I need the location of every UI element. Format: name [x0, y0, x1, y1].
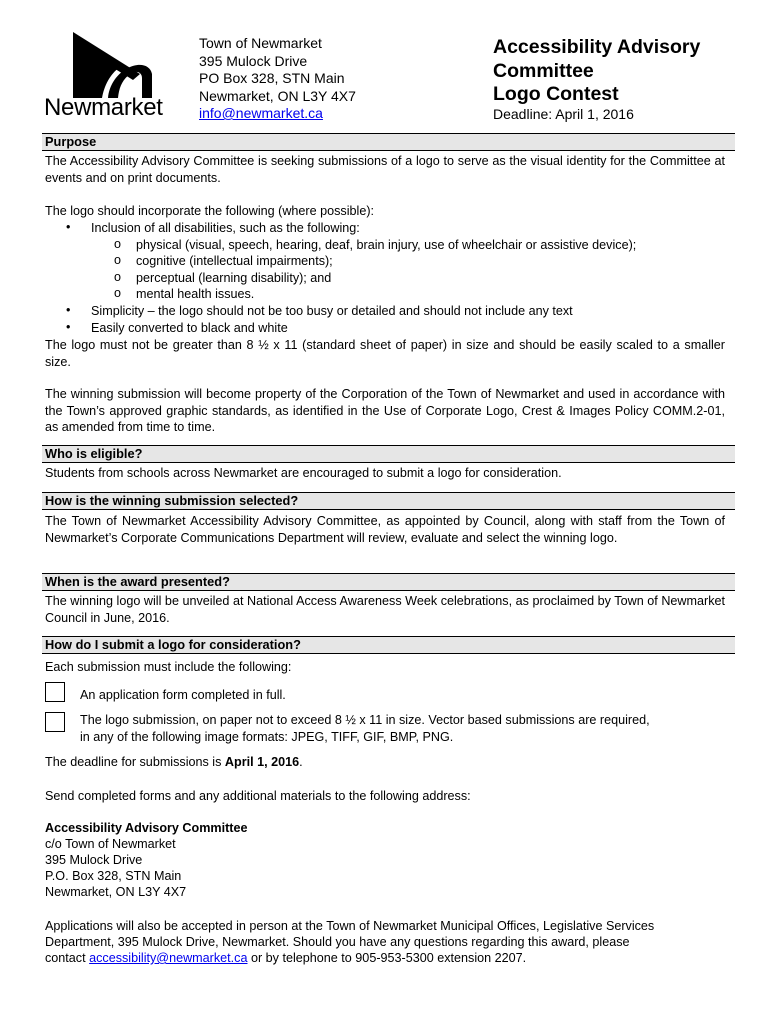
- mailing-line: c/o Town of Newmarket: [45, 837, 176, 851]
- sub-bullet-item: perceptual (learning disability); and: [136, 271, 332, 285]
- section-heading-eligible: Who is eligible?: [42, 445, 735, 463]
- inperson-text: Applications will also be accepted in person at the Town of Newmarket Municipal Offices, Legislative Services: [45, 919, 655, 933]
- title-line: Accessibility Advisory: [493, 36, 701, 58]
- inperson-text: Department, 395 Mulock Drive, Newmarket. Should you have any questions regarding this award, please: [45, 935, 630, 949]
- title-line: Logo Contest: [493, 83, 619, 105]
- checklist-item: An application form completed in full.: [80, 688, 286, 702]
- submit-intro: Each submission must include the following:: [45, 660, 292, 674]
- address-line: PO Box 328, STN Main: [199, 70, 345, 86]
- checklist-item: The logo submission, on paper not to exceed 8 ½ x 11 in size. Vector based submissions are required,: [80, 713, 650, 727]
- bullet-item: Inclusion of all disabilities, such as the following:: [91, 221, 360, 235]
- checkbox-logo-submission[interactable]: [45, 712, 65, 732]
- deadline-date: April 1, 2016: [224, 755, 300, 769]
- section-heading-award: When is the award presented?: [42, 573, 735, 591]
- sub-bullet-item: cognitive (intellectual impairments);: [136, 254, 333, 268]
- bullet-icon: •: [66, 220, 71, 234]
- checkbox-application-form[interactable]: [45, 682, 65, 702]
- address-line: Town of Newmarket: [199, 35, 322, 51]
- header-address: [199, 35, 356, 123]
- deadline-prefix: The deadline for submissions is: [45, 755, 225, 769]
- header-deadline: Deadline: April 1, 2016: [493, 106, 634, 122]
- contact-suffix: or by telephone to 905-953-5300 extension 2207.: [247, 951, 527, 965]
- address-line: Newmarket, ON L3Y 4X7: [199, 87, 356, 104]
- mailing-name: Accessibility Advisory Committee: [45, 821, 248, 835]
- send-instructions: Send completed forms and any additional materials to the following address:: [45, 789, 471, 803]
- bullet-item: Simplicity – the logo should not be too busy or detailed and should not include any text: [91, 304, 573, 318]
- sub-bullet-icon: o: [114, 270, 122, 284]
- eligible-text: Students from schools across Newmarket are encouraged to submit a logo for consideration.: [45, 466, 562, 480]
- section-heading-purpose: Purpose: [42, 133, 735, 151]
- purpose-property-note: The winning submission will become property of the Corporation of the Town of Newmarket and used in accordance with the Town’s approved graphic standards, as identified in the Use of Corporate Logo, Crest & Images Policy COMM.2-01, as amended from time to time.: [45, 387, 725, 434]
- deadline-suffix: .: [299, 755, 303, 769]
- sub-bullet-item: physical (visual, speech, hearing, deaf, brain injury, use of wheelchair or assistive device);: [136, 238, 637, 252]
- selected-text: The Town of Newmarket Accessibility Advisory Committee, as appointed by Council, along with staff from the Town of Newmarket’s Corporate Communications Department will review, evaluate and select the winning logo.: [45, 514, 725, 545]
- section-heading-selected: How is the winning submission selected?: [42, 492, 735, 510]
- logo-wordmark: Newmarket: [44, 94, 163, 121]
- bullet-item: Easily converted to black and white: [91, 321, 288, 335]
- sub-bullet-icon: o: [114, 286, 122, 300]
- header-email-link[interactable]: info@newmarket.ca: [199, 105, 323, 121]
- bullet-icon: •: [66, 303, 71, 317]
- checklist-item-cont: in any of the following image formats: JPEG, TIFF, GIF, BMP, PNG.: [80, 730, 454, 744]
- submit-deadline: [45, 754, 303, 771]
- bullet-icon: •: [66, 320, 71, 334]
- award-text: The winning logo will be unveiled at National Access Awareness Week celebrations, as proclaimed by Town of Newmarket Council in June, 2016.: [45, 594, 725, 625]
- section-heading-submit: How do I submit a logo for consideration?: [42, 636, 735, 654]
- mailing-line: P.O. Box 328, STN Main: [45, 869, 182, 883]
- address-line: 395 Mulock Drive: [199, 52, 308, 69]
- sub-bullet-icon: o: [114, 253, 122, 267]
- purpose-list-intro: The logo should incorporate the following (where possible):: [45, 204, 375, 218]
- purpose-intro: The Accessibility Advisory Committee is seeking submissions of a logo to serve as the visual identity for the Committee at events and on print documents.: [45, 154, 725, 185]
- mailing-line: 395 Mulock Drive: [45, 853, 143, 867]
- contact-line: [45, 950, 526, 967]
- mailing-line: Newmarket, ON L3Y 4X7: [45, 885, 187, 899]
- sub-bullet-icon: o: [114, 237, 122, 251]
- title-line: Committee: [493, 59, 594, 82]
- purpose-size-note: The logo must not be greater than 8 ½ x 11 (standard sheet of paper) in size and should be easily scaled to a smaller size.: [45, 338, 725, 369]
- contact-prefix: contact: [45, 951, 90, 965]
- sub-bullet-item: mental health issues.: [136, 287, 255, 301]
- page-title: [493, 36, 700, 107]
- contact-email-link[interactable]: accessibility@newmarket.ca: [89, 951, 248, 965]
